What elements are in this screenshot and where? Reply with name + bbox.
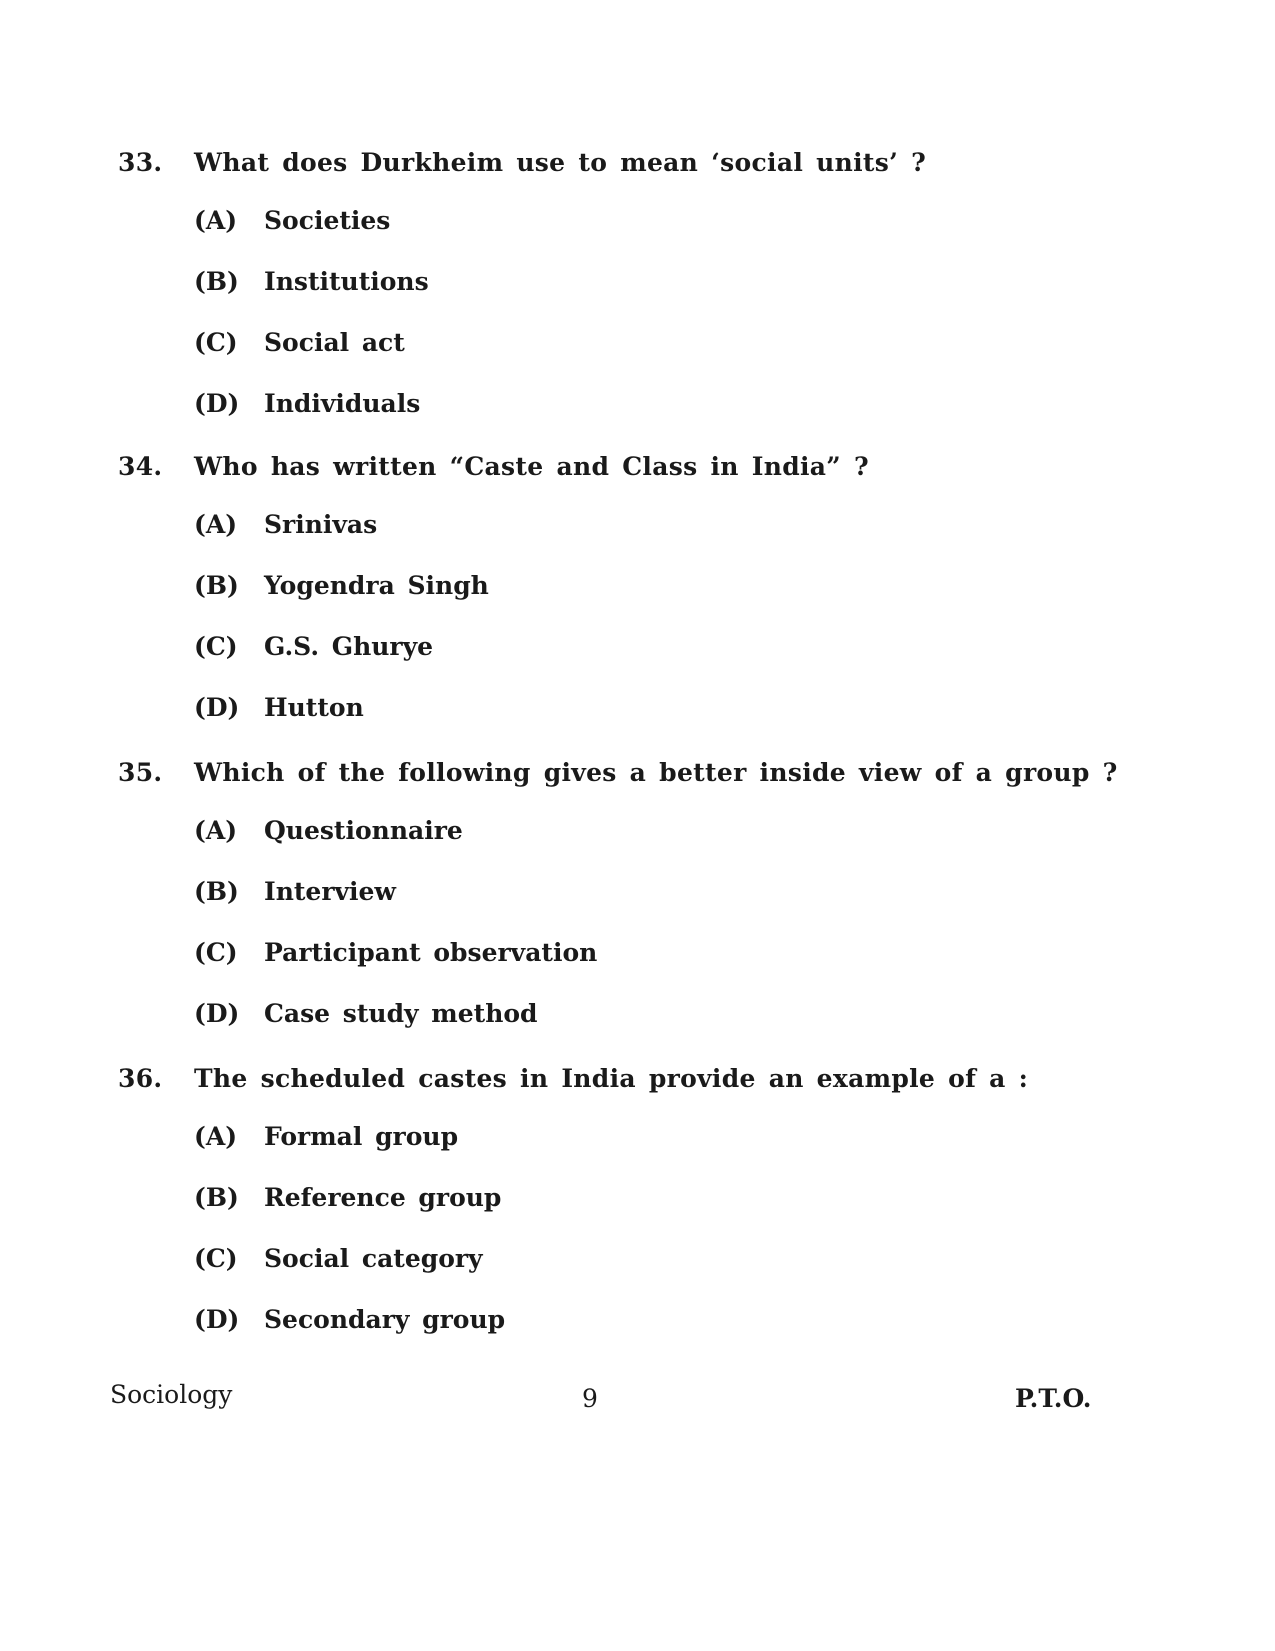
- option-c: [118, 614, 1118, 675]
- option-c: [118, 310, 1118, 371]
- page-footer: [0, 1380, 1275, 1420]
- option-label: (B): [194, 571, 239, 600]
- question-34: [118, 452, 1118, 736]
- question-text: What does Durkheim use to mean ‘social units’ ?: [194, 148, 927, 177]
- option-label: (D): [194, 1305, 240, 1334]
- option-text: Societies: [264, 206, 391, 235]
- question-35: [118, 758, 1118, 1042]
- option-text: Case study method: [264, 999, 538, 1028]
- option-label: (C): [194, 632, 238, 661]
- option-text: Institutions: [264, 267, 429, 296]
- option-list: [118, 492, 1118, 736]
- question-text: The scheduled castes in India provide an example of a :: [194, 1064, 1029, 1093]
- option-label: (A): [194, 1122, 238, 1151]
- question-text: Which of the following gives a better inside view of a group ?: [194, 758, 1118, 787]
- question-number: 34.: [118, 452, 163, 481]
- option-a: [118, 798, 1118, 859]
- option-b: [118, 249, 1118, 310]
- option-label: (D): [194, 693, 240, 722]
- option-label: (A): [194, 206, 238, 235]
- option-label: (C): [194, 328, 238, 357]
- question-number: 35.: [118, 758, 163, 787]
- option-label: (A): [194, 816, 238, 845]
- option-b: [118, 1165, 1118, 1226]
- option-text: Srinivas: [264, 510, 378, 539]
- footer-page-number: 9: [582, 1384, 598, 1413]
- question-number: 33.: [118, 148, 163, 177]
- option-d: [118, 981, 1118, 1042]
- option-text: Questionnaire: [264, 816, 463, 845]
- option-b: [118, 859, 1118, 920]
- option-c: [118, 920, 1118, 981]
- option-a: [118, 492, 1118, 553]
- option-list: [118, 798, 1118, 1042]
- option-text: Individuals: [264, 389, 421, 418]
- option-d: [118, 371, 1118, 432]
- option-text: Social act: [264, 328, 405, 357]
- option-a: [118, 188, 1118, 249]
- option-text: Formal group: [264, 1122, 459, 1151]
- option-label: (B): [194, 877, 239, 906]
- option-list: [118, 1104, 1118, 1348]
- option-label: (D): [194, 999, 240, 1028]
- question-line: [118, 758, 1118, 798]
- option-d: [118, 1287, 1118, 1348]
- option-label: (C): [194, 938, 238, 967]
- option-c: [118, 1226, 1118, 1287]
- option-list: [118, 188, 1118, 432]
- question-line: [118, 452, 1118, 492]
- option-text: Yogendra Singh: [264, 571, 489, 600]
- option-text: Participant observation: [264, 938, 598, 967]
- option-label: (B): [194, 267, 239, 296]
- question-number: 36.: [118, 1064, 163, 1093]
- option-text: Interview: [264, 877, 396, 906]
- footer-subject: Sociology: [110, 1380, 233, 1409]
- option-text: Hutton: [264, 693, 364, 722]
- question-36: [118, 1064, 1118, 1348]
- footer-pto: P.T.O.: [1015, 1384, 1092, 1413]
- option-label: (B): [194, 1183, 239, 1212]
- question-33: [118, 148, 1118, 432]
- option-text: Social category: [264, 1244, 483, 1273]
- option-text: G.S. Ghurye: [264, 632, 434, 661]
- option-label: (A): [194, 510, 238, 539]
- option-text: Secondary group: [264, 1305, 506, 1334]
- option-label: (C): [194, 1244, 238, 1273]
- question-text: Who has written “Caste and Class in India” ?: [194, 452, 869, 481]
- question-line: [118, 1064, 1118, 1104]
- option-label: (D): [194, 389, 240, 418]
- option-text: Reference group: [264, 1183, 502, 1212]
- question-line: [118, 148, 1118, 188]
- option-a: [118, 1104, 1118, 1165]
- option-d: [118, 675, 1118, 736]
- option-b: [118, 553, 1118, 614]
